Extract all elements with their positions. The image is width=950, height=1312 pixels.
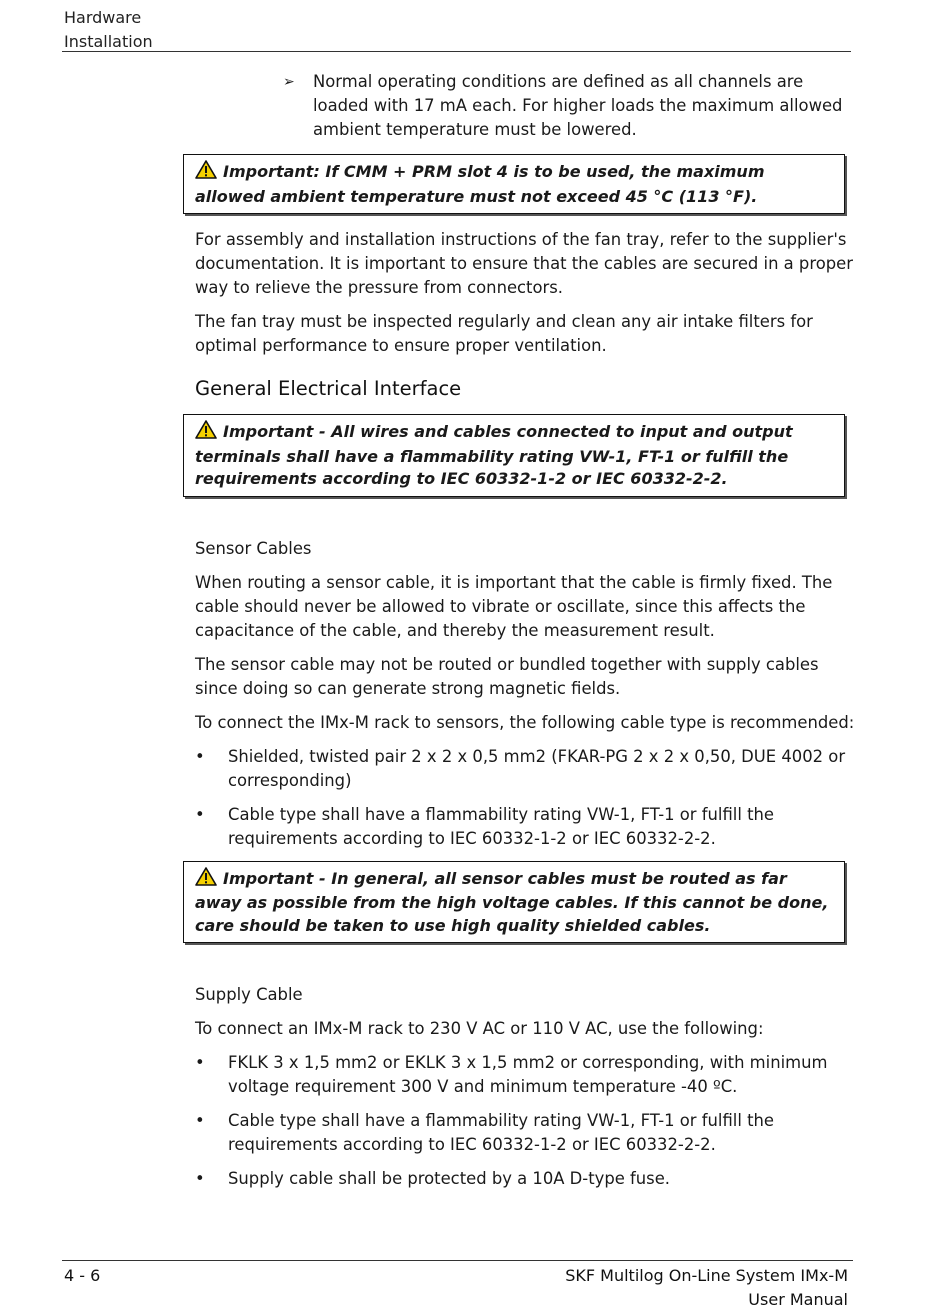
list-item — [195, 1167, 855, 1191]
paragraph: To connect an IMx-M rack to 230 V AC or 110 V AC, use the following: — [195, 1019, 764, 1038]
paragraph: For assembly and installation instructions of the fan tray, refer to the supplier's documentation. It is important to ensure that the cables are secured in a proper way to relieve the pressure from connectors. — [195, 230, 853, 297]
document-title — [565, 1264, 848, 1312]
note-text: Important - All wires and cables connected to input and output terminals shall have a flammability rating VW-1, FT-1 or fulfill the requirements according to IEC 60332-1-2 or IEC 60332-2-2. — [195, 422, 793, 488]
page-number: 4 - 6 — [64, 1266, 101, 1285]
bullet-icon: • — [195, 1053, 205, 1072]
header-line-1: Hardware — [64, 8, 142, 27]
bullet-icon: • — [195, 1111, 205, 1130]
warning-icon — [195, 867, 217, 893]
document-title-line-2: User Manual — [748, 1290, 848, 1309]
list-item-text: Supply cable shall be protected by a 10A D-type fuse. — [228, 1169, 671, 1188]
list-item-text: FKLK 3 x 1,5 mm2 or EKLK 3 x 1,5 mm2 or corresponding, with minimum voltage requirement 300 V and minimum temperature -40 ºC. — [228, 1053, 828, 1096]
list-item-text: Cable type shall have a flammability rating VW-1, FT-1 or fulfill the requirements according to IEC 60332-1-2 or IEC 60332-2-2. — [228, 804, 774, 848]
list-item-text: Cable type shall have a flammability rating VW-1, FT-1 or fulfill the requirements according to IEC 60332-1-2 or IEC 60332-2-2. — [228, 1111, 774, 1154]
warning-icon — [195, 420, 217, 446]
important-note-sensor-routing — [183, 861, 845, 944]
page-content — [195, 70, 855, 1201]
footer-divider — [62, 1260, 853, 1261]
warning-icon — [195, 160, 217, 186]
list-item — [195, 803, 855, 851]
list-item — [195, 1051, 855, 1099]
document-title-line-1: SKF Multilog On-Line System IMx-M — [565, 1266, 848, 1285]
bullet-icon: • — [195, 746, 205, 766]
list-item — [195, 1109, 855, 1157]
list-item-text: Shielded, twisted pair 2 x 2 x 0,5 mm2 (FKAR-PG 2 x 2 x 0,50, DUE 4002 or corresponding) — [228, 746, 846, 790]
bullet-icon: • — [195, 804, 205, 824]
paragraph: When routing a sensor cable, it is important that the cable is firmly fixed. The cable should never be allowed to vibrate or oscillate, since this affects the capacitance of the cable, and thereby the measurement result. — [195, 572, 833, 640]
arrow-bullet-icon: ➢ — [283, 74, 295, 90]
bullet-icon: • — [195, 1169, 205, 1188]
section-title: General Electrical Interface — [195, 377, 462, 400]
supply-cable-list — [195, 1051, 855, 1191]
subsection-title-sensor-cables: Sensor Cables — [195, 538, 312, 558]
header-divider — [62, 51, 851, 52]
important-note-temperature — [183, 154, 845, 214]
sensor-cable-list — [195, 745, 855, 851]
arrow-item-text: Normal operating conditions are defined as all channels are loaded with 17 mA each. For higher loads the maximum allowed ambient temperature must be lowered. — [313, 72, 843, 139]
page-header — [64, 6, 153, 54]
subsection-title-supply-cable: Supply Cable — [195, 985, 303, 1004]
list-item — [195, 745, 855, 793]
arrow-list-item — [195, 70, 855, 142]
header-line-2: Installation — [64, 32, 153, 51]
paragraph: The fan tray must be inspected regularly and clean any air intake filters for optimal performance to ensure proper ventilation. — [195, 312, 813, 355]
paragraph: To connect the IMx-M rack to sensors, the following cable type is recommended: — [195, 712, 855, 732]
note-text: Important: If CMM + PRM slot 4 is to be used, the maximum allowed ambient temperature must not exceed 45 °C (113 °F). — [195, 162, 765, 206]
important-note-flammability — [183, 414, 845, 497]
paragraph: The sensor cable may not be routed or bundled together with supply cables since doing so can generate strong magnetic fields. — [195, 654, 819, 698]
note-text: Important - In general, all sensor cables must be routed as far away as possible from the high voltage cables. If this cannot be done, care should be taken to use high quality shielded cables. — [195, 868, 829, 935]
